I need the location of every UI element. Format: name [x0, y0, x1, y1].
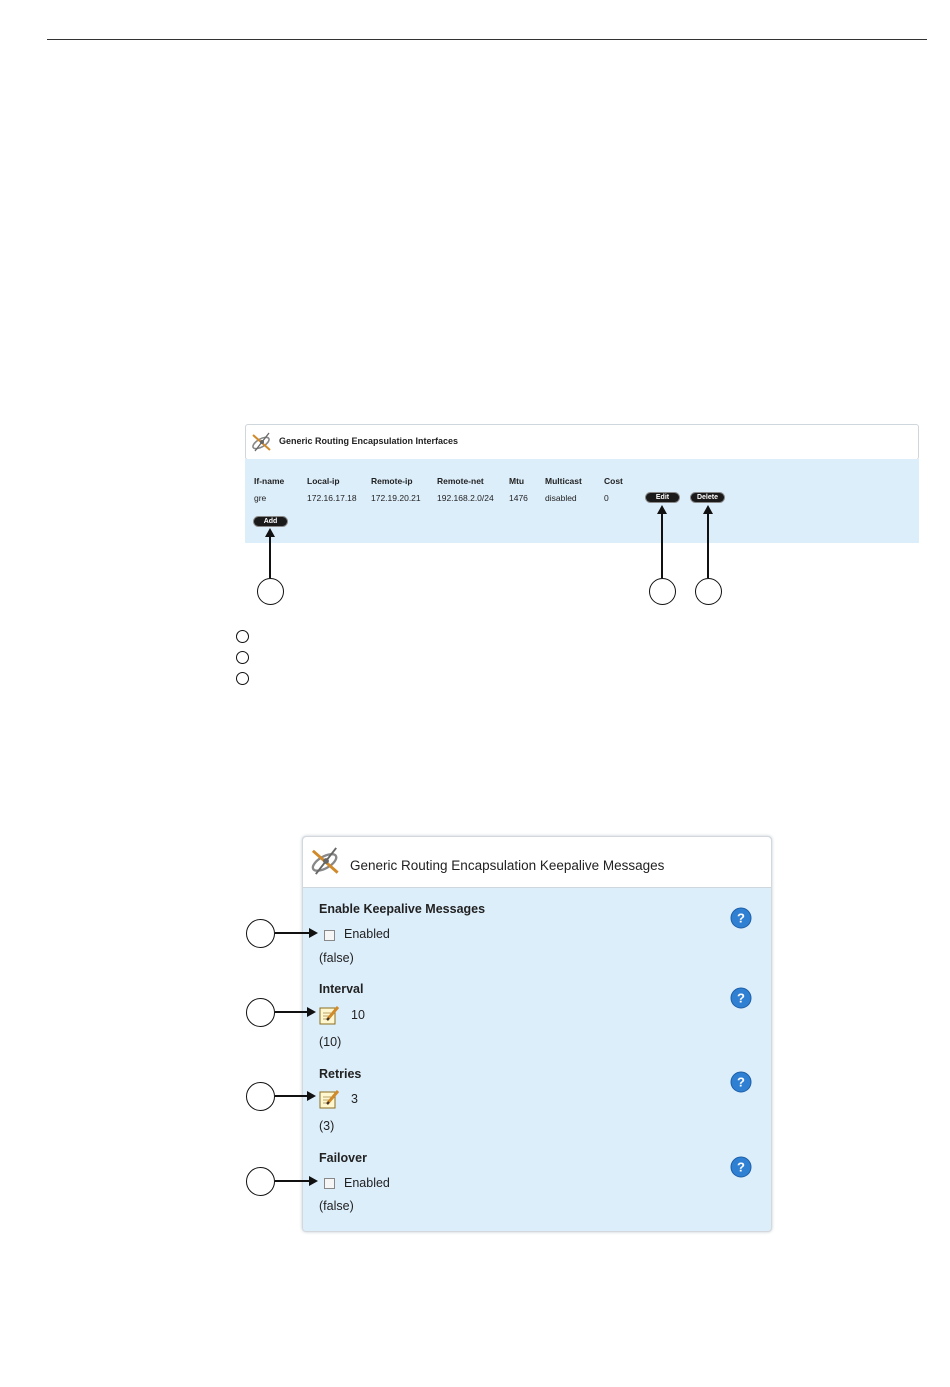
svg-text:?: ?: [737, 990, 745, 1006]
enable-keepalive-checkbox[interactable]: [324, 930, 335, 941]
callout-line-enable: [275, 932, 309, 934]
panel-header: [303, 837, 771, 888]
callout-circle-add: [257, 578, 284, 605]
legend-circle-2: [236, 651, 249, 664]
cell-cost: 0: [604, 493, 609, 503]
retries-value[interactable]: 3: [351, 1092, 358, 1106]
gre-interfaces-panel: [245, 424, 919, 544]
callout-line-delete: [707, 512, 709, 578]
help-icon[interactable]: [730, 1071, 752, 1093]
routing-satellite-icon: [250, 431, 274, 453]
interval-default: (10): [319, 1035, 342, 1049]
failover-default: (false): [319, 1199, 354, 1213]
enable-keepalive-default: (false): [319, 951, 354, 965]
failover-checkbox-label: Enabled: [344, 1176, 390, 1190]
callout-circle-delete: [695, 578, 722, 605]
cell-local-ip: 172.16.17.18: [307, 493, 357, 503]
callout-circle-enable: [246, 919, 275, 948]
callout-line-failover: [275, 1180, 309, 1182]
panel-header: [245, 424, 919, 460]
callout-circle-failover: [246, 1167, 275, 1196]
col-header-mtu: Mtu: [509, 476, 525, 486]
col-header-ifname: If-name: [254, 476, 285, 486]
cell-remote-net: 192.168.2.0/24: [437, 493, 494, 503]
interval-label: Interval: [319, 982, 364, 996]
callout-circle-interval: [246, 998, 275, 1027]
callout-line-add: [269, 535, 271, 578]
enable-keepalive-label: Enable Keepalive Messages: [319, 902, 486, 916]
help-icon[interactable]: [730, 1156, 752, 1178]
legend-circle-1: [236, 630, 249, 643]
col-header-remote-ip: Remote-ip: [371, 476, 413, 486]
add-button[interactable]: Add: [254, 517, 287, 526]
col-header-local-ip: Local-ip: [307, 476, 340, 486]
help-icon[interactable]: [730, 907, 752, 929]
callout-arrow-interval: [307, 1007, 316, 1017]
cell-remote-ip: 172.19.20.21: [371, 493, 421, 503]
callout-line-interval: [275, 1011, 307, 1013]
panel-title: Generic Routing Encapsulation Interfaces: [279, 436, 459, 446]
callout-arrow-retries: [307, 1091, 316, 1101]
edit-pencil-icon[interactable]: [319, 1089, 341, 1109]
enable-keepalive-checkbox-label: Enabled: [344, 927, 390, 941]
callout-line-edit: [661, 512, 663, 578]
svg-text:?: ?: [737, 1074, 745, 1090]
svg-text:?: ?: [737, 1159, 745, 1175]
col-header-remote-net: Remote-net: [437, 476, 484, 486]
col-header-multicast: Multicast: [545, 476, 582, 486]
delete-button[interactable]: Delete: [691, 493, 724, 502]
interval-value[interactable]: 10: [351, 1008, 365, 1022]
failover-checkbox[interactable]: [324, 1178, 335, 1189]
routing-satellite-icon: [308, 845, 344, 877]
callout-circle-edit: [649, 578, 676, 605]
legend-circle-3: [236, 672, 249, 685]
callout-circle-retries: [246, 1082, 275, 1111]
callout-line-retries: [275, 1095, 307, 1097]
gre-keepalive-panel: [302, 836, 772, 1232]
cell-mtu: 1476: [509, 493, 528, 503]
failover-label: Failover: [319, 1151, 367, 1165]
edit-button[interactable]: Edit: [646, 493, 679, 502]
retries-label: Retries: [319, 1067, 362, 1081]
cell-multicast: disabled: [545, 493, 577, 503]
col-header-cost: Cost: [604, 476, 623, 486]
page-header-rule: [47, 39, 927, 40]
svg-text:?: ?: [737, 910, 745, 926]
callout-arrow-enable: [309, 928, 318, 938]
panel-title: Generic Routing Encapsulation Keepalive Messages: [350, 858, 665, 873]
edit-pencil-icon[interactable]: [319, 1005, 341, 1025]
callout-arrow-failover: [309, 1176, 318, 1186]
retries-default: (3): [319, 1119, 335, 1133]
cell-ifname: gre: [254, 493, 267, 503]
help-icon[interactable]: [730, 987, 752, 1009]
